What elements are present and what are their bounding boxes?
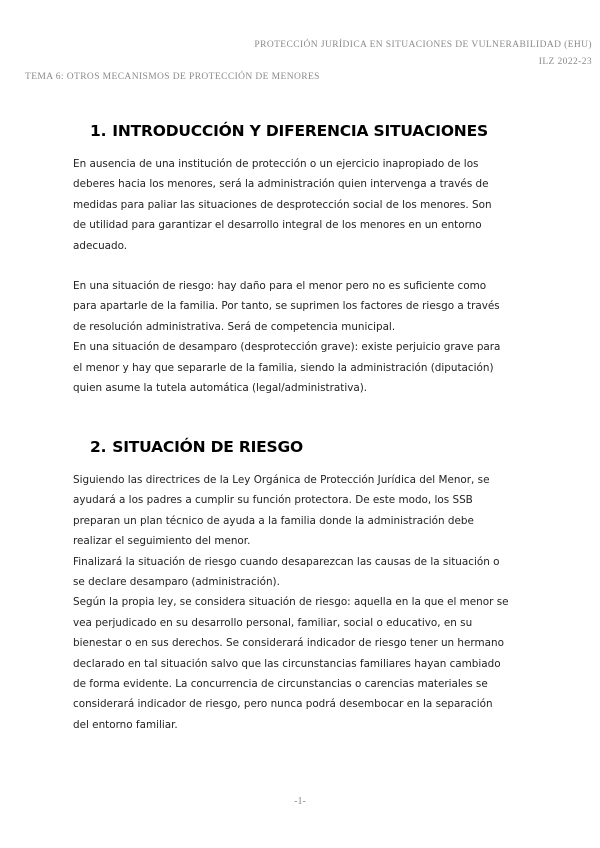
- paragraph-line: de resolución administrativa. Será de competencia municipal.: [73, 320, 396, 333]
- section-2-number: 2.: [90, 438, 107, 456]
- paragraph-line: de forma evidente. La concurrencia de circunstancias o carencias materiales se: [73, 678, 488, 691]
- paragraph-line: el menor y hay que separarle de la familia, siendo la administración (diputación): [73, 361, 494, 374]
- paragraph-line: declarado en tal situación salvo que las circunstancias familiares hayan cambiado: [73, 657, 501, 670]
- paragraph-line: preparan un plan técnico de ayuda a la familia donde la administración debe: [73, 514, 474, 527]
- header-course-title: PROTECCIÓN JURÍDICA EN SITUACIONES DE VULNERABILIDAD (EHU): [254, 40, 592, 50]
- paragraph-line: En una situación de riesgo: hay daño para el menor pero no es suficiente como: [73, 280, 487, 292]
- paragraph-line: Según la propia ley, se considera situación de riesgo: aquella en la que el menor se: [73, 596, 509, 609]
- page-number: -1-: [294, 796, 306, 807]
- section-1-paragraph-intro: [73, 154, 533, 256]
- paragraph-line: quien asume la tutela automática (legal/administrativa).: [73, 382, 368, 395]
- header-topic: TEMA 6: OTROS MECANISMOS DE PROTECCIÓN DE MENORES: [25, 72, 320, 82]
- paragraph-line: realizar el seguimiento del menor.: [73, 535, 251, 548]
- paragraph-line: adecuado.: [73, 239, 128, 252]
- paragraph-line: vea perjudicado en su desarrollo personal, familiar, social o educativo, en su: [73, 616, 473, 629]
- section-1-number: 1.: [90, 122, 107, 140]
- header-academic-year: ILZ 2022-23: [538, 57, 592, 67]
- section-2-heading: [90, 438, 303, 456]
- paragraph-line: ayudará a los padres a cumplir su función protectora. De este modo, los SSB: [73, 494, 473, 507]
- section-1-heading: [90, 122, 488, 140]
- paragraph-line: bienestar o en sus derechos. Se considerará indicador de riesgo tener un hermano: [73, 637, 504, 650]
- paragraph-line: Siguiendo las directrices de la Ley Orgánica de Protección Jurídica del Menor, se: [73, 474, 490, 486]
- paragraph-line: En ausencia de una institución de protección o un ejercicio inapropiado de los: [73, 158, 479, 170]
- paragraph-line: del entorno familiar.: [73, 718, 178, 731]
- paragraph-line: se declare desamparo (administración).: [73, 576, 280, 589]
- paragraph-line: En una situación de desamparo (desprotección grave): existe perjuicio grave para: [73, 341, 501, 354]
- paragraph-line: de utilidad para garantizar el desarrollo integral de los menores en un entorno: [73, 219, 482, 232]
- paragraph-line: medidas para paliar las situaciones de desprotección social de los menores. Son: [73, 198, 492, 211]
- paragraph-line: considerará indicador de riesgo, pero nunca podrá desembocar en la separación: [73, 698, 493, 711]
- section-2-title: SITUACIÓN DE RIESGO: [112, 438, 303, 456]
- section-2-paragraph: [73, 470, 533, 735]
- paragraph-line: para apartarle de la familia. Por tanto, se suprimen los factores de riesgo a través: [73, 300, 500, 313]
- section-1-title: INTRODUCCIÓN Y DIFERENCIA SITUACIONES: [112, 122, 488, 140]
- paragraph-line: deberes hacia los menores, será la administración quien intervenga a través de: [73, 178, 489, 191]
- section-1-paragraph-situations: [73, 276, 533, 398]
- paragraph-line: Finalizará la situación de riesgo cuando desaparezcan las causas de la situación o: [73, 555, 500, 568]
